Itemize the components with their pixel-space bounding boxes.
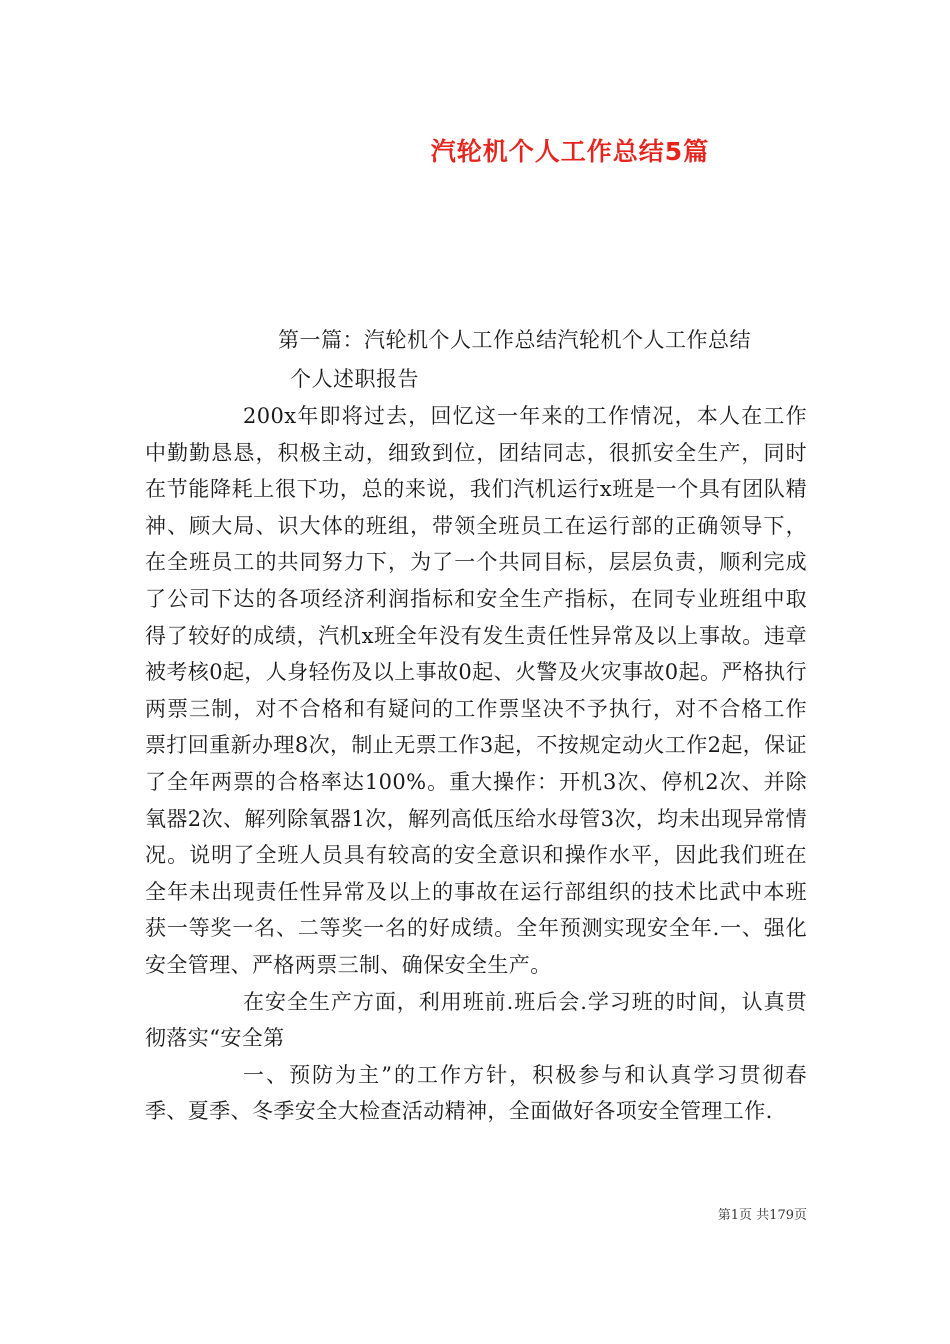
body-paragraph: 一、预防为主”的工作方针，积极参与和认真学习贯彻春季、夏季、冬季安全大检查活动精神，全面做好各项安全管理工作. (145, 1062, 807, 1124)
section-subheading: 个人述职报告 (290, 367, 419, 391)
document-title: 汽轮机个人工作总结5篇 (430, 137, 710, 166)
section-heading: 第一篇：汽轮机个人工作总结汽轮机个人工作总结 (278, 328, 751, 352)
page-number-footer: 第1页 共179页 (717, 1208, 807, 1223)
body-paragraph: 在安全生产方面，利用班前.班后会.学习班的时间，认真贯彻落实“安全第 (145, 989, 807, 1051)
body-paragraph: 200x年即将过去，回忆这一年来的工作情况，本人在工作中勤勤恳恳，积极主动，细致到位，团结同志，很抓安全生产，同时在节能降耗上很下功，总的来说，我们汽机运行x班是一个具有团队精神、顾大局、识大体的班组，带领全班员工在运行部的正确领导下，在全班员工的共同努力下，为了一个共同目标，层层负责，顺利完成了公司下达的各项经济利润指标和安全生产指标，在同专业班组中取得了较好的成绩，汽机x班全年没有发生责任性异常及以上事故。违章被考核0起，人身轻伤及以上事故0起、火警及火灾事故0起。严格执行两票三制，对不合格和有疑问的工作票坚决不予执行，对不合格工作票打回重新办理8次，制止无票工作3起，不按规定动火工作2起，保证了全年两票的合格率达100%。重大操作：开机3次、停机2次、并除氧器2次、解列除氧器1次，解列高低压给水母管3次，均未出现异常情况。说明了全班人员具有较高的安全意识和操作水平，因此我们班在全年未出现责任性异常及以上的事故在运行部组织的技术比武中本班获一等奖一名、二等奖一名的好成绩。全年预测实现安全年.一、强化安全管理、严格两票三制、确保安全生产。 (145, 404, 807, 977)
document-body (145, 398, 807, 1130)
